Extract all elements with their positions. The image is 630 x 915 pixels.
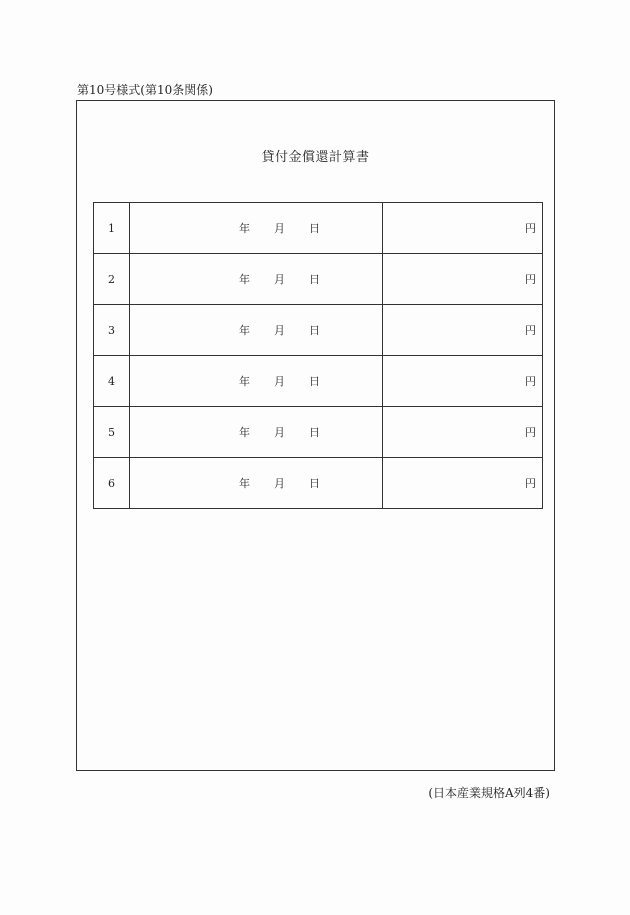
form-frame [76, 100, 555, 771]
form-number-label: 第10号様式(第10条関係) [77, 83, 213, 97]
amount-cell[interactable] [383, 254, 543, 305]
day-label: 日 [309, 426, 320, 439]
document-title: 貸付金償還計算書 [261, 150, 370, 165]
year-label: 年 [239, 426, 250, 439]
table-row [94, 356, 543, 407]
yen-unit: 円 [525, 222, 536, 235]
amount-cell[interactable] [383, 407, 543, 458]
table-row [94, 458, 543, 509]
row-number: 3 [94, 305, 130, 356]
month-label: 月 [274, 426, 285, 439]
date-cell[interactable] [130, 356, 383, 407]
day-label: 日 [309, 222, 320, 235]
month-label: 月 [274, 273, 285, 286]
date-cell[interactable] [130, 407, 383, 458]
row-number: 6 [94, 458, 130, 509]
amount-cell[interactable] [383, 305, 543, 356]
row-number: 5 [94, 407, 130, 458]
month-label: 月 [274, 324, 285, 337]
day-label: 日 [309, 324, 320, 337]
yen-unit: 円 [525, 273, 536, 286]
paper-size-note: (日本産業規格A列4番) [428, 786, 550, 800]
date-cell[interactable] [130, 254, 383, 305]
year-label: 年 [239, 273, 250, 286]
repayment-table [93, 202, 543, 509]
month-label: 月 [274, 222, 285, 235]
date-cell[interactable] [130, 203, 383, 254]
amount-cell[interactable] [383, 203, 543, 254]
day-label: 日 [309, 477, 320, 490]
table-row [94, 254, 543, 305]
yen-unit: 円 [525, 324, 536, 337]
table-row [94, 407, 543, 458]
table-row [94, 305, 543, 356]
year-label: 年 [239, 324, 250, 337]
amount-cell[interactable] [383, 356, 543, 407]
yen-unit: 円 [525, 375, 536, 388]
row-number: 1 [94, 203, 130, 254]
row-number: 2 [94, 254, 130, 305]
year-label: 年 [239, 375, 250, 388]
date-cell[interactable] [130, 305, 383, 356]
yen-unit: 円 [525, 477, 536, 490]
row-number: 4 [94, 356, 130, 407]
amount-cell[interactable] [383, 458, 543, 509]
day-label: 日 [309, 375, 320, 388]
yen-unit: 円 [525, 426, 536, 439]
year-label: 年 [239, 222, 250, 235]
year-label: 年 [239, 477, 250, 490]
month-label: 月 [274, 477, 285, 490]
date-cell[interactable] [130, 458, 383, 509]
table-row [94, 203, 543, 254]
month-label: 月 [274, 375, 285, 388]
day-label: 日 [309, 273, 320, 286]
